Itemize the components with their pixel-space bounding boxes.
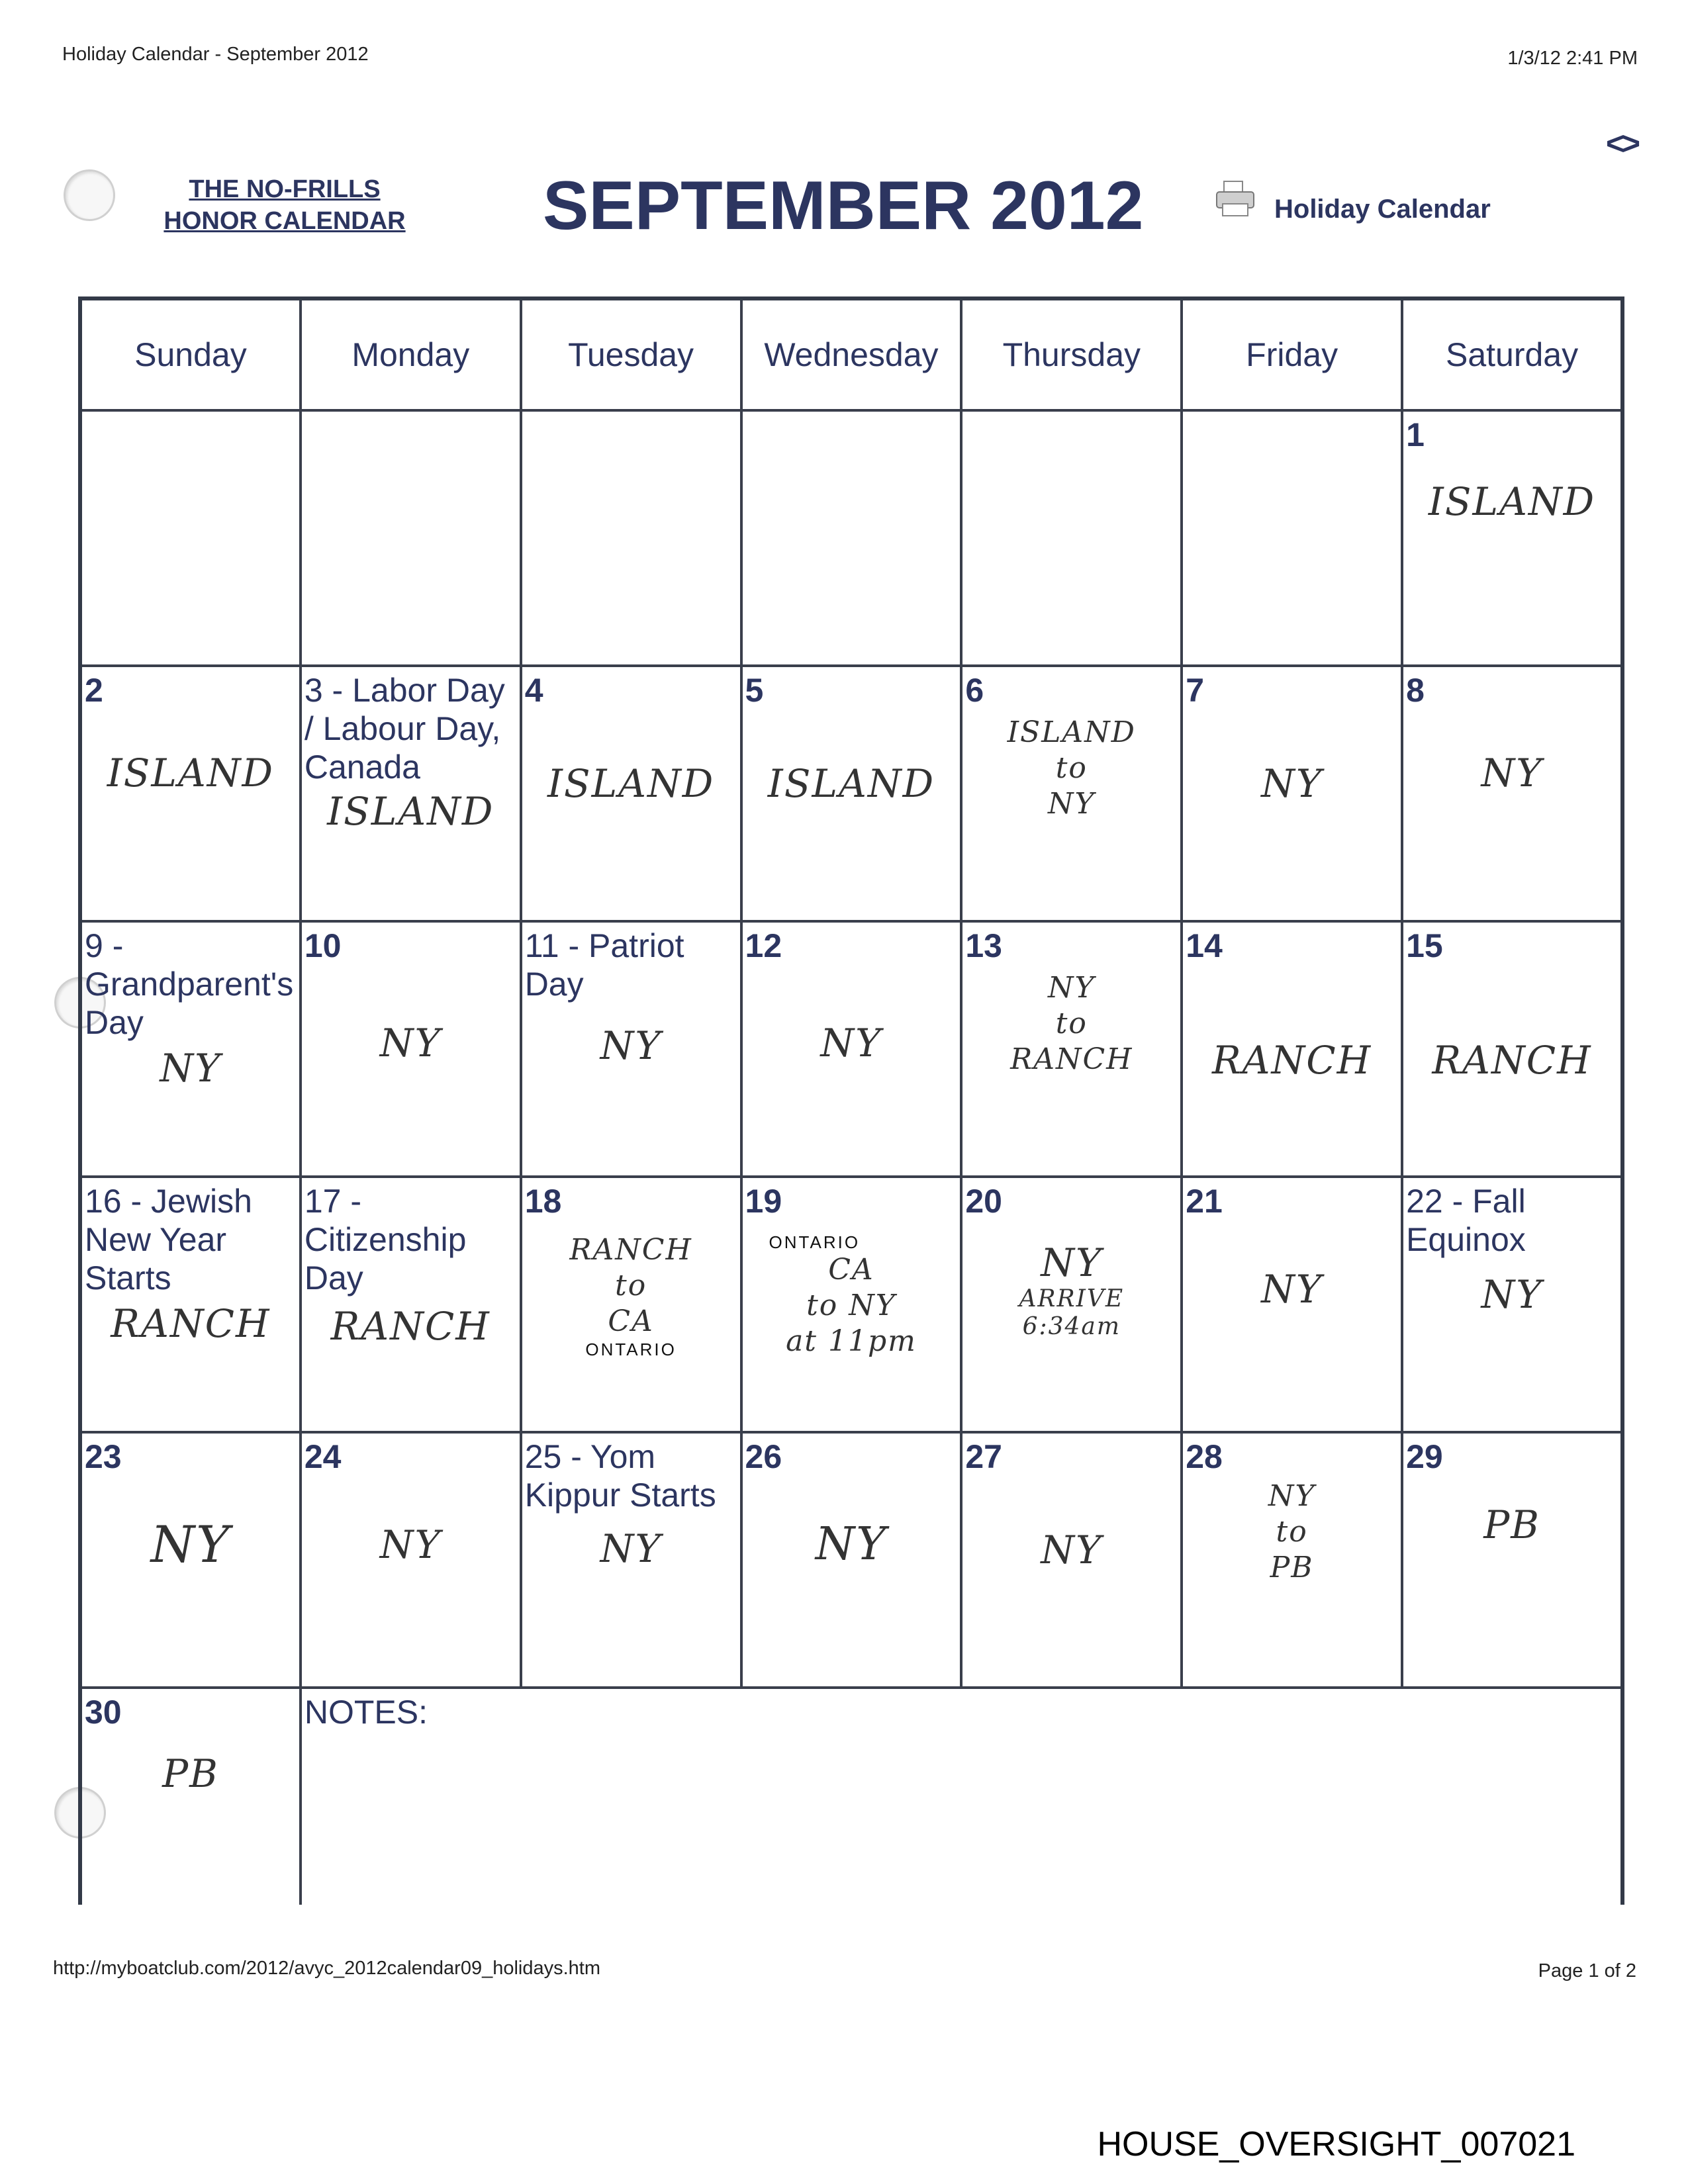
- bates-stamp: HOUSE_OVERSIGHT_007021: [1097, 2125, 1575, 2163]
- handwritten-note: NY: [1041, 1240, 1103, 1285]
- day-holiday-label: 16 - Jewish New Year Starts: [85, 1183, 261, 1297]
- day-number: 23: [85, 1438, 122, 1475]
- day-number: 2: [85, 672, 103, 709]
- day-number: 21: [1186, 1183, 1223, 1220]
- handwritten-note: NY: [1481, 751, 1543, 796]
- day-cell: [741, 666, 962, 921]
- day-cell: [1182, 921, 1402, 1177]
- day-number: 30: [85, 1694, 122, 1731]
- handwritten-note: RANCH: [1432, 1038, 1592, 1083]
- handwritten-subnote: ONTARIO: [585, 1340, 677, 1359]
- day-number: 10: [304, 927, 342, 964]
- weekday-header: Monday: [301, 298, 521, 410]
- handwritten-note: RANCH: [1212, 1038, 1372, 1083]
- weekday-header: Thursday: [961, 298, 1182, 410]
- footer-url: http://myboatclub.com/2012/avyc_2012calendar09_holidays.htm: [53, 1958, 601, 1979]
- day-number: 26: [745, 1438, 782, 1475]
- day-cell: [301, 1432, 521, 1688]
- handwritten-note: NY: [1261, 761, 1323, 806]
- day-number: 29: [1406, 1438, 1443, 1475]
- day-cell: [521, 1432, 741, 1688]
- brand-line-1[interactable]: THE NO-FRILLS: [189, 175, 381, 203]
- week-row: [80, 921, 1622, 1177]
- day-holiday-label: 22 - Fall Equinox: [1406, 1183, 1535, 1258]
- day-number: 18: [524, 1183, 562, 1220]
- handwritten-prenote: ONTARIO: [769, 1232, 861, 1252]
- handwritten-note: ISLAND: [767, 761, 935, 806]
- print-header-timestamp: 1/3/12 2:41 PM: [1507, 48, 1638, 69]
- day-cell: [80, 1177, 301, 1432]
- handwritten-note: NY: [1261, 1267, 1323, 1312]
- handwritten-note: NY: [600, 1023, 662, 1068]
- day-cell: [961, 1177, 1182, 1432]
- handwritten-note: NY: [379, 1522, 442, 1567]
- day-cell: [1402, 410, 1622, 666]
- day-cell: [521, 1177, 741, 1432]
- day-cell-empty: [521, 410, 741, 666]
- day-cell: [741, 921, 962, 1177]
- handwritten-note: ISLAND to NY: [1007, 715, 1136, 821]
- day-cell: [301, 921, 521, 1177]
- day-cell: [301, 1177, 521, 1432]
- footer-page-number: Page 1 of 2: [1538, 1960, 1636, 1981]
- month-nav-arrows[interactable]: <>: [1605, 126, 1638, 161]
- day-cell: [961, 666, 1182, 921]
- day-cell-empty: [961, 410, 1182, 666]
- day-number: 27: [965, 1438, 1002, 1475]
- handwritten-note: NY to RANCH: [1010, 971, 1133, 1076]
- handwritten-note: PB: [1483, 1502, 1540, 1547]
- day-cell: [80, 921, 301, 1177]
- brand-line-2[interactable]: HONOR CALENDAR: [164, 207, 406, 235]
- day-holiday-label: 3 - Labor Day / Labour Day, Canada: [304, 672, 514, 786]
- day-cell-empty: [80, 410, 301, 666]
- week-row: [80, 410, 1622, 666]
- day-number: 20: [965, 1183, 1002, 1220]
- day-cell: [741, 1432, 962, 1688]
- weekday-header: Sunday: [80, 298, 301, 410]
- day-number: 28: [1186, 1438, 1223, 1475]
- handwritten-note: RANCH: [111, 1301, 271, 1346]
- day-number: 1: [1406, 416, 1425, 453]
- day-cell: [1182, 1432, 1402, 1688]
- handwritten-subnote: ARRIVE 6:34am: [1019, 1285, 1125, 1340]
- day-holiday-label: 25 - Yom Kippur Starts: [524, 1438, 716, 1514]
- weekday-header-row: [80, 298, 1622, 410]
- week-row: [80, 666, 1622, 921]
- day-number: 6: [965, 672, 984, 709]
- handwritten-note: NY: [1481, 1272, 1543, 1317]
- handwritten-note: ISLAND: [547, 761, 715, 806]
- day-cell: [961, 1432, 1182, 1688]
- day-number: 15: [1406, 927, 1443, 964]
- day-holiday-label: 11 - Patriot Day: [524, 927, 694, 1003]
- day-cell: [1402, 921, 1622, 1177]
- handwritten-note: NY: [150, 1515, 231, 1574]
- day-cell: [961, 921, 1182, 1177]
- day-cell: [1402, 1177, 1622, 1432]
- handwritten-note: NY to PB: [1268, 1479, 1316, 1584]
- day-number: 7: [1186, 672, 1205, 709]
- day-cell: [1402, 666, 1622, 921]
- day-cell: [741, 1177, 962, 1432]
- weekday-header: Tuesday: [521, 298, 741, 410]
- day-number: 24: [304, 1438, 342, 1475]
- day-cell-empty: [741, 410, 962, 666]
- handwritten-note: ISLAND: [107, 751, 275, 796]
- day-cell: [1182, 666, 1402, 921]
- day-cell: [521, 921, 741, 1177]
- weekday-header: Saturday: [1402, 298, 1622, 410]
- handwritten-note: ISLAND: [1428, 479, 1596, 524]
- print-header-title: Holiday Calendar - September 2012: [62, 44, 369, 65]
- day-cell-empty: [1182, 410, 1402, 666]
- handwritten-note: NY: [820, 1021, 882, 1066]
- handwritten-note: NY: [1041, 1527, 1103, 1572]
- calendar-grid: [78, 296, 1624, 1905]
- day-cell: [80, 1688, 301, 1905]
- day-cell: [80, 666, 301, 921]
- weekday-header: Wednesday: [741, 298, 962, 410]
- handwritten-note: NY: [160, 1046, 222, 1091]
- day-number: 4: [524, 672, 543, 709]
- month-title: SEPTEMBER 2012: [543, 167, 1144, 244]
- holiday-calendar-link[interactable]: Holiday Calendar: [1274, 195, 1491, 224]
- day-number: 13: [965, 927, 1002, 964]
- brand-link[interactable]: [146, 173, 424, 237]
- day-holiday-label: 17 - Citizenship Day: [304, 1183, 476, 1297]
- punch-hole-icon: [64, 169, 115, 221]
- handwritten-note: NY: [600, 1526, 662, 1571]
- day-number: 12: [745, 927, 782, 964]
- handwritten-note: RANCH to CA: [569, 1233, 692, 1338]
- handwritten-note: RANCH: [330, 1304, 491, 1349]
- notes-label: NOTES:: [304, 1694, 428, 1731]
- day-number: 5: [745, 672, 764, 709]
- printer-icon[interactable]: [1215, 180, 1256, 217]
- handwritten-note: ISLAND: [327, 789, 494, 834]
- day-number: 14: [1186, 927, 1223, 964]
- week-row: [80, 1432, 1622, 1688]
- handwritten-note: NY: [815, 1518, 888, 1570]
- day-cell: [521, 666, 741, 921]
- day-cell-empty: [301, 410, 521, 666]
- day-number: 8: [1406, 672, 1425, 709]
- week-row: [80, 1177, 1622, 1432]
- handwritten-note: NY: [379, 1021, 442, 1066]
- day-number: 19: [745, 1183, 782, 1220]
- week-row: [80, 1688, 1622, 1905]
- day-cell: [1182, 1177, 1402, 1432]
- day-cell: [80, 1432, 301, 1688]
- day-holiday-label: 9 - Grandparent's Day: [85, 927, 303, 1041]
- day-cell: [301, 666, 521, 921]
- weekday-header: Friday: [1182, 298, 1402, 410]
- day-cell: [1402, 1432, 1622, 1688]
- handwritten-note: PB: [162, 1751, 219, 1796]
- notes-area: [301, 1688, 1622, 1905]
- handwritten-note: CA to NY at 11pm: [786, 1253, 917, 1358]
